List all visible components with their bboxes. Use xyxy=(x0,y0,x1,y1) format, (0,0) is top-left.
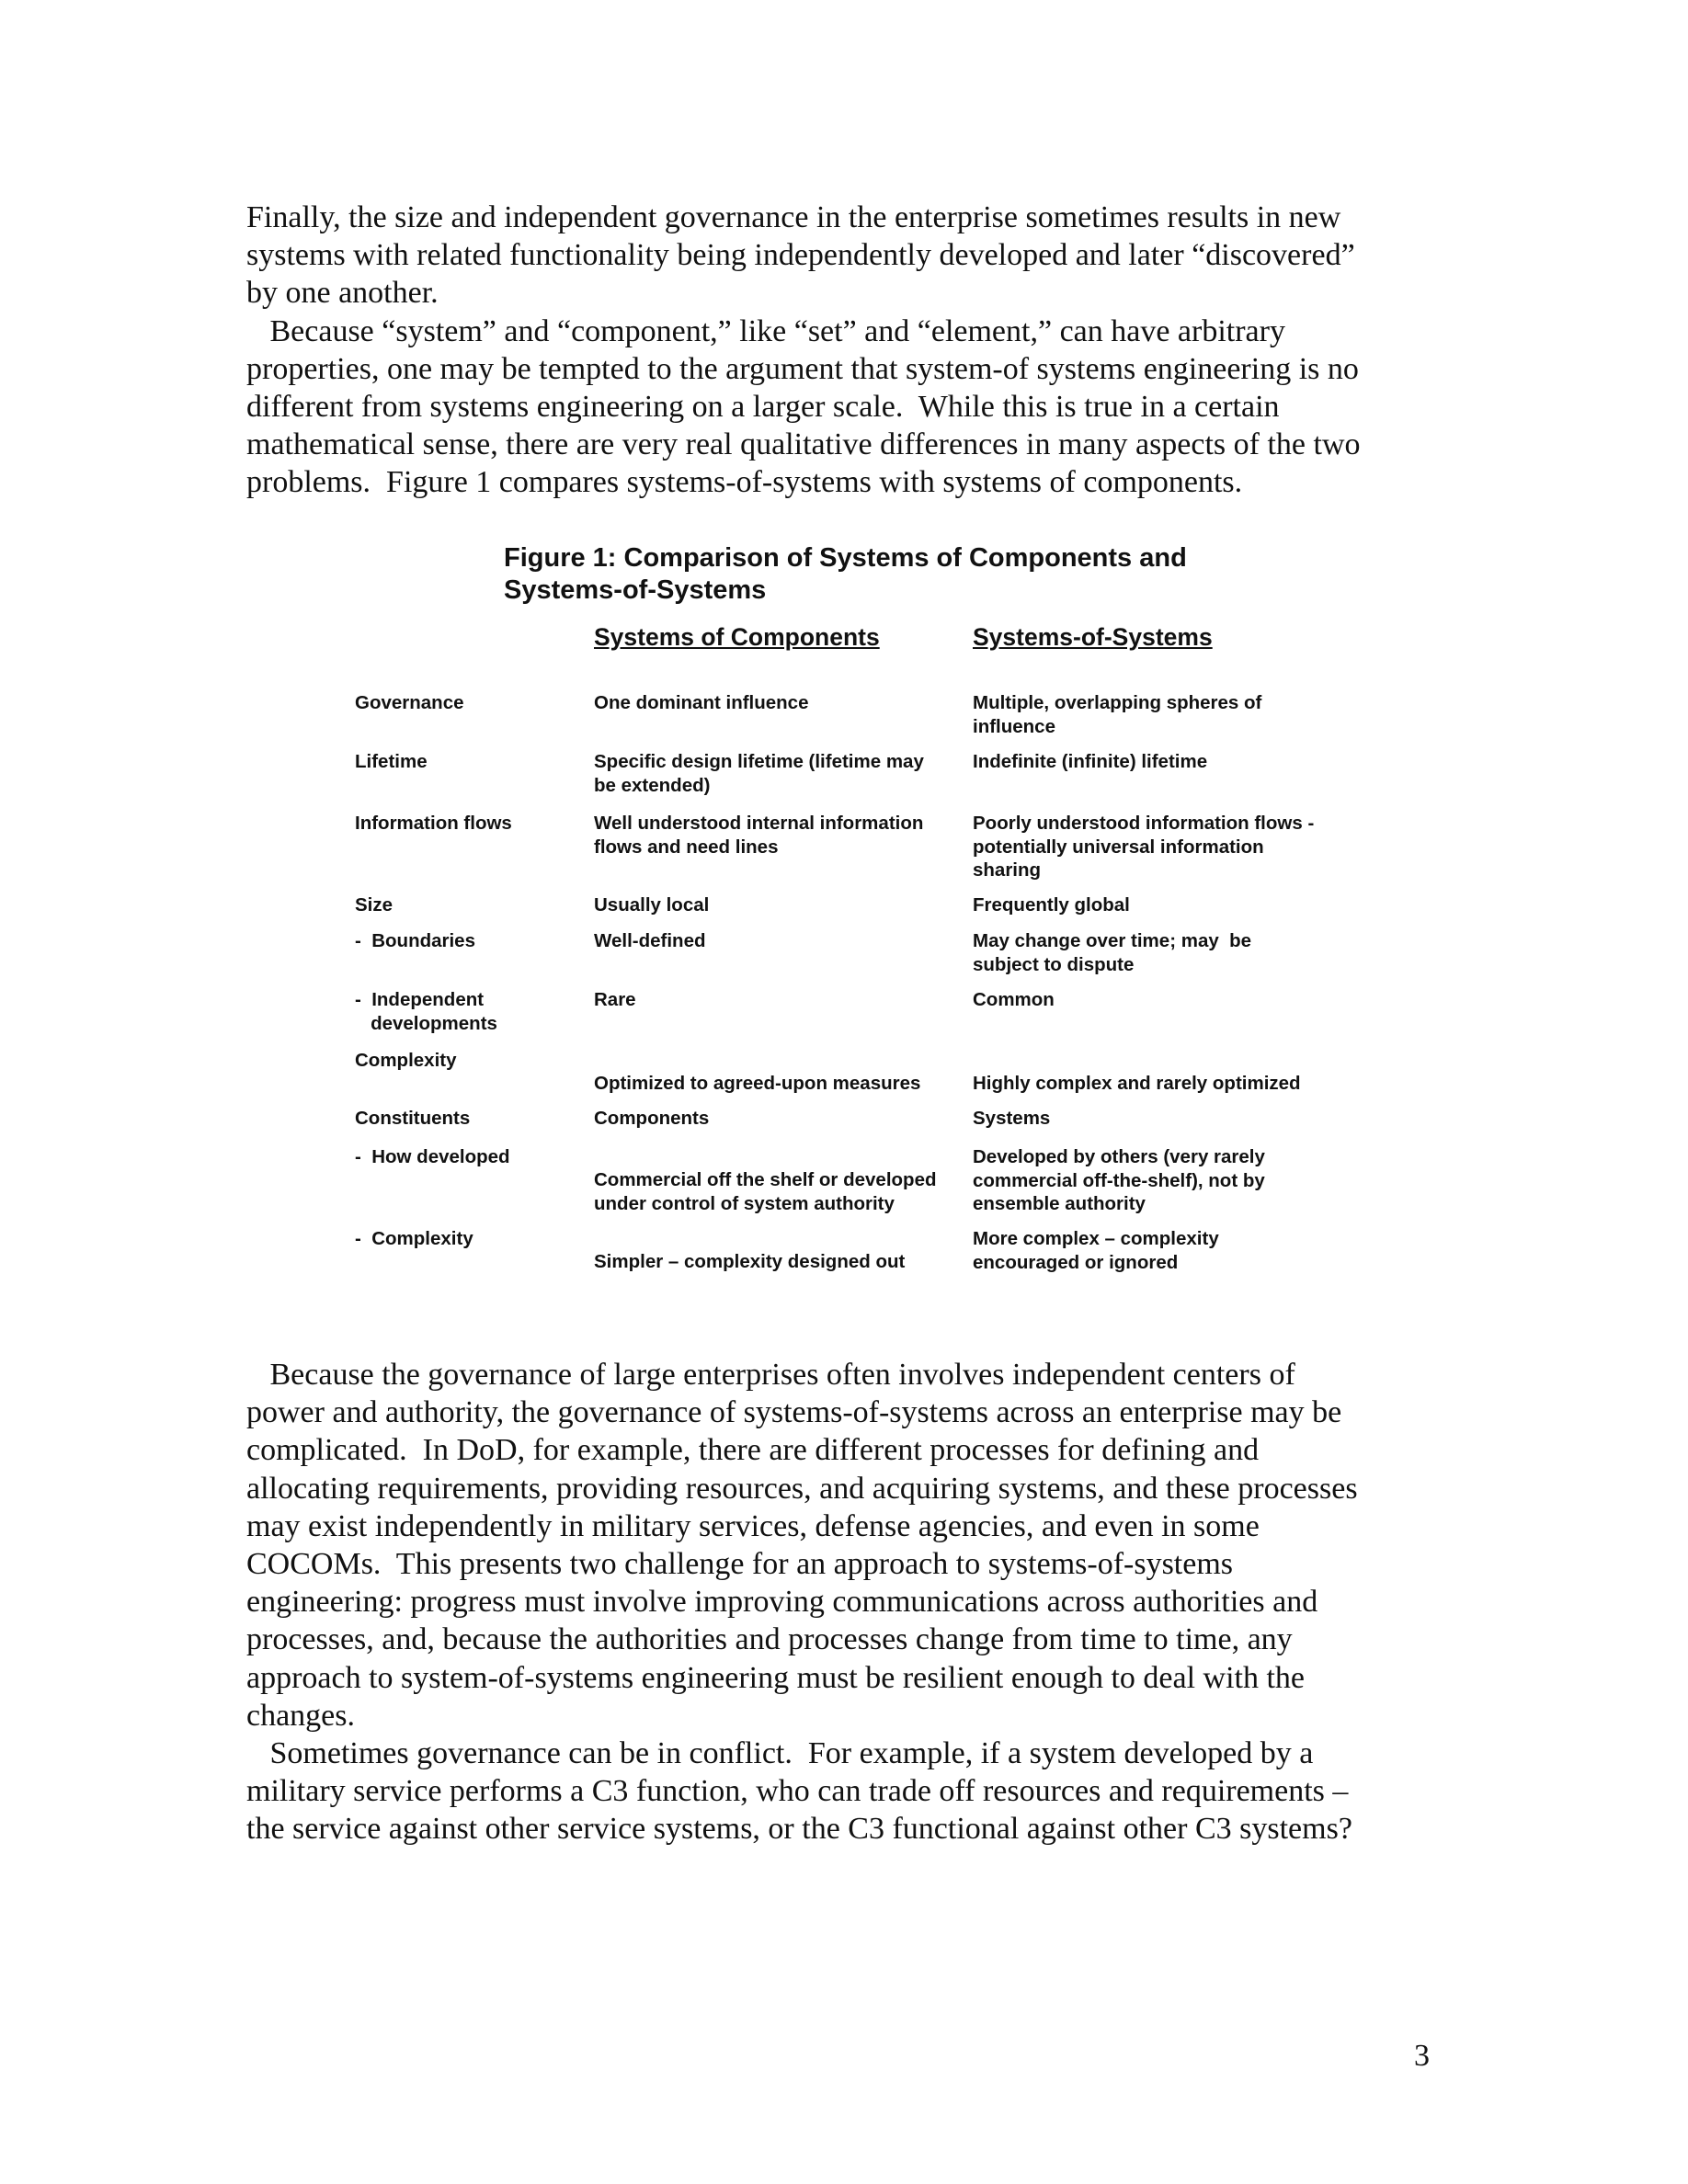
text-line: power and authority, the governance of systems-of-systems across an enterprise may be xyxy=(246,1395,1342,1430)
row-label-information-flows: Information flows xyxy=(355,813,512,834)
cell-lifetime-sos: Indefinite (infinite) lifetime xyxy=(973,751,1208,772)
cell-independent-developments-sos: Common xyxy=(973,989,1055,1010)
row-label-governance: Governance xyxy=(355,692,464,713)
row-label-complexity: Complexity xyxy=(355,1050,457,1071)
cell-line: Well understood internal information xyxy=(594,813,924,834)
text-line: allocating requirements, providing resources, and acquiring systems, and these processes xyxy=(246,1471,1358,1506)
cell-constituents-components: Components xyxy=(594,1108,710,1129)
page-number: 3 xyxy=(1414,2039,1430,2073)
cell-governance-components: One dominant influence xyxy=(594,692,809,713)
text-line: Because the governance of large enterprises often involves independent centers of xyxy=(246,1358,1295,1392)
row-label-independent-developments xyxy=(355,988,497,1035)
row-label-constituents: Constituents xyxy=(355,1108,471,1129)
cell-line: Poorly understood information flows - xyxy=(973,813,1315,834)
cell-line: encouraged or ignored xyxy=(973,1251,1179,1273)
row-label-lifetime: Lifetime xyxy=(355,751,428,772)
cell-line: Specific design lifetime (lifetime may xyxy=(594,751,924,772)
cell-line: Developed by others (very rarely xyxy=(973,1146,1265,1167)
row-label-how-developed: - How developed xyxy=(355,1146,510,1167)
cell-boundaries-components: Well-defined xyxy=(594,930,706,951)
text-line: processes, and, because the authorities and processes change from time to time, any xyxy=(246,1622,1293,1657)
cell-line: under control of system authority xyxy=(594,1192,895,1214)
text-line: by one another. xyxy=(246,276,439,311)
row-label-constituent-complexity: - Complexity xyxy=(355,1228,473,1249)
cell-complexity-sos: Highly complex and rarely optimized xyxy=(973,1073,1301,1094)
text-line: mathematical sense, there are very real qualitative differences in many aspects of the two xyxy=(246,427,1361,462)
text-line: complicated. In DoD, for example, there are different processes for defining and xyxy=(246,1433,1260,1468)
text-line: Finally, the size and independent governance in the enterprise sometimes results in new xyxy=(246,200,1341,234)
text-line: engineering: progress must involve improving communications across authorities and xyxy=(246,1585,1318,1620)
cell-constituent-complexity-components: Simpler – complexity designed out xyxy=(594,1251,906,1272)
cell-complexity-components: Optimized to agreed-upon measures xyxy=(594,1073,921,1094)
cell-information-flows-sos xyxy=(973,812,1314,882)
cell-line: influence xyxy=(973,715,1055,737)
cell-line: subject to dispute xyxy=(973,953,1135,975)
text-line: properties, one may be tempted to the argument that system-of systems engineering is no xyxy=(246,351,1359,386)
cell-lifetime-components xyxy=(594,750,924,797)
column-header-systems-of-systems: Systems-of-Systems xyxy=(973,623,1213,651)
cell-line: commercial off-the-shelf), not by xyxy=(973,1169,1265,1191)
text-line: different from systems engineering on a larger scale. While this is true in a certain xyxy=(246,390,1280,425)
text-line: approach to system-of-systems engineering must be resilient enough to deal with the xyxy=(246,1660,1306,1695)
cell-size-components: Usually local xyxy=(594,894,710,916)
cell-line: be extended) xyxy=(594,774,711,796)
cell-boundaries-sos xyxy=(973,929,1251,976)
cell-constituents-sos: Systems xyxy=(973,1108,1051,1129)
cell-line: May change over time; may be xyxy=(973,930,1252,951)
column-header-systems-of-components: Systems of Components xyxy=(594,623,880,651)
cell-line: developments xyxy=(355,1012,497,1034)
text-line: problems. Figure 1 compares systems-of-systems with systems of components. xyxy=(246,465,1243,500)
cell-line: Multiple, overlapping spheres of xyxy=(973,692,1262,713)
text-line: may exist independently in military services, defense agencies, and even in some xyxy=(246,1508,1260,1543)
figure-caption xyxy=(504,542,1187,607)
cell-size-sos: Frequently global xyxy=(973,894,1130,916)
text-line: Because “system” and “component,” like “set” and “element,” can have arbitrary xyxy=(246,313,1285,348)
cell-line: More complex – complexity xyxy=(973,1228,1219,1249)
body-text-top xyxy=(246,199,1442,502)
figure-caption-line: Figure 1: Comparison of Systems of Components and xyxy=(504,543,1187,573)
text-line: the service against other service systems, or the C3 functional against other C3 systems? xyxy=(246,1812,1352,1847)
cell-how-developed-components xyxy=(594,1168,937,1215)
cell-constituent-complexity-sos xyxy=(973,1227,1219,1274)
text-line: Sometimes governance can be in conflict. For example, if a system developed by a xyxy=(246,1736,1314,1771)
text-line: military service performs a C3 function, who can trade off resources and requirements – xyxy=(246,1774,1349,1809)
cell-line: ensemble authority xyxy=(973,1193,1146,1214)
cell-how-developed-sos xyxy=(973,1145,1265,1216)
text-line: changes. xyxy=(246,1698,356,1733)
cell-line: potentially universal information xyxy=(973,836,1264,858)
cell-line: - Independent xyxy=(355,989,485,1010)
body-text-bottom xyxy=(246,1356,1442,1848)
row-label-boundaries: - Boundaries xyxy=(355,930,475,951)
cell-line: flows and need lines xyxy=(594,836,779,858)
figure-caption-line: Systems-of-Systems xyxy=(504,575,767,605)
cell-information-flows-components xyxy=(594,812,923,859)
cell-line: sharing xyxy=(973,859,1042,881)
text-line: COCOMs. This presents two challenge for an approach to systems-of-systems xyxy=(246,1547,1234,1582)
cell-line: Commercial off the shelf or developed xyxy=(594,1169,937,1190)
row-label-size: Size xyxy=(355,894,393,916)
cell-governance-sos xyxy=(973,691,1261,738)
cell-independent-developments-components: Rare xyxy=(594,989,636,1010)
text-line: systems with related functionality being independently developed and later “discovered” xyxy=(246,238,1355,273)
